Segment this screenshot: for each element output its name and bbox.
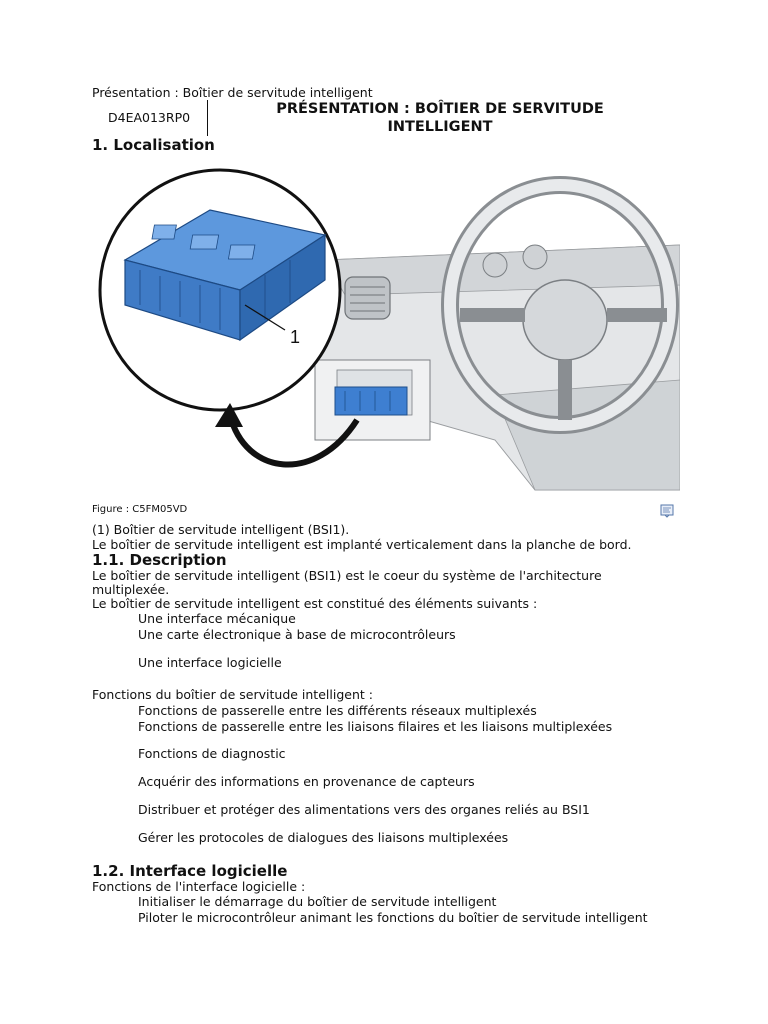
section-heading-description: 1.1. Description — [92, 551, 227, 569]
bsi-callout-magnifier — [100, 170, 340, 410]
header-divider-line — [207, 100, 208, 136]
section-heading-software-interface: 1.2. Interface logicielle — [92, 862, 288, 880]
bsi-unit-in-dashboard — [335, 387, 407, 415]
page-title-line-1: PRÉSENTATION : BOÎTIER DE SERVITUDE — [276, 101, 604, 117]
software-intro: Fonctions de l'interface logicielle : — [92, 879, 306, 894]
dashboard-illustration — [315, 245, 680, 490]
description-para-1-line-1: Le boîtier de servitude intelligent (BSI1) est le coeur du système de l'architecture — [92, 568, 602, 583]
function-item: Fonctions de diagnostic — [138, 746, 286, 761]
element-item: Une carte électronique à base de microcontrôleurs — [138, 627, 456, 642]
description-para-1-line-2: multiplexée. — [92, 582, 170, 597]
function-item: Gérer les protocoles de dialogues des liaisons multiplexées — [138, 830, 509, 845]
function-item: Acquérir des informations en provenance de capteurs — [138, 774, 475, 789]
document-code: D4EA013RP0 — [108, 110, 191, 125]
document-view-icon[interactable] — [660, 504, 674, 518]
breadcrumb: Présentation : Boîtier de servitude intelligent — [92, 85, 373, 100]
figure-caption: Figure : C5FM05VD — [92, 504, 188, 515]
software-item: Piloter le microcontrôleur animant les fonctions du boîtier de servitude intelligent — [138, 910, 648, 925]
software-item: Initialiser le démarrage du boîtier de servitude intelligent — [138, 894, 497, 909]
callout-number: 1 — [290, 327, 301, 347]
description-para-2: Le boîtier de servitude intelligent est constitué des éléments suivants : — [92, 596, 538, 611]
bsi-location-figure — [95, 165, 680, 495]
element-item: Une interface logicielle — [138, 655, 282, 670]
legend-line-2: Le boîtier de servitude intelligent est implanté verticalement dans la planche de bord. — [92, 537, 632, 552]
function-item: Fonctions de passerelle entre les liaisons filaires et les liaisons multiplexées — [138, 719, 613, 734]
section-heading-localisation: 1. Localisation — [92, 136, 215, 154]
page-title-line-2: INTELLIGENT — [387, 119, 493, 135]
function-item: Fonctions de passerelle entre les différents réseaux multiplexés — [138, 703, 537, 718]
element-item: Une interface mécanique — [138, 611, 296, 626]
functions-intro: Fonctions du boîtier de servitude intelligent : — [92, 687, 373, 702]
legend-line-1: (1) Boîtier de servitude intelligent (BSI1). — [92, 522, 350, 537]
function-item: Distribuer et protéger des alimentations vers des organes reliés au BSI1 — [138, 802, 590, 817]
page-title — [255, 100, 625, 136]
air-vent-illustration — [345, 277, 390, 319]
